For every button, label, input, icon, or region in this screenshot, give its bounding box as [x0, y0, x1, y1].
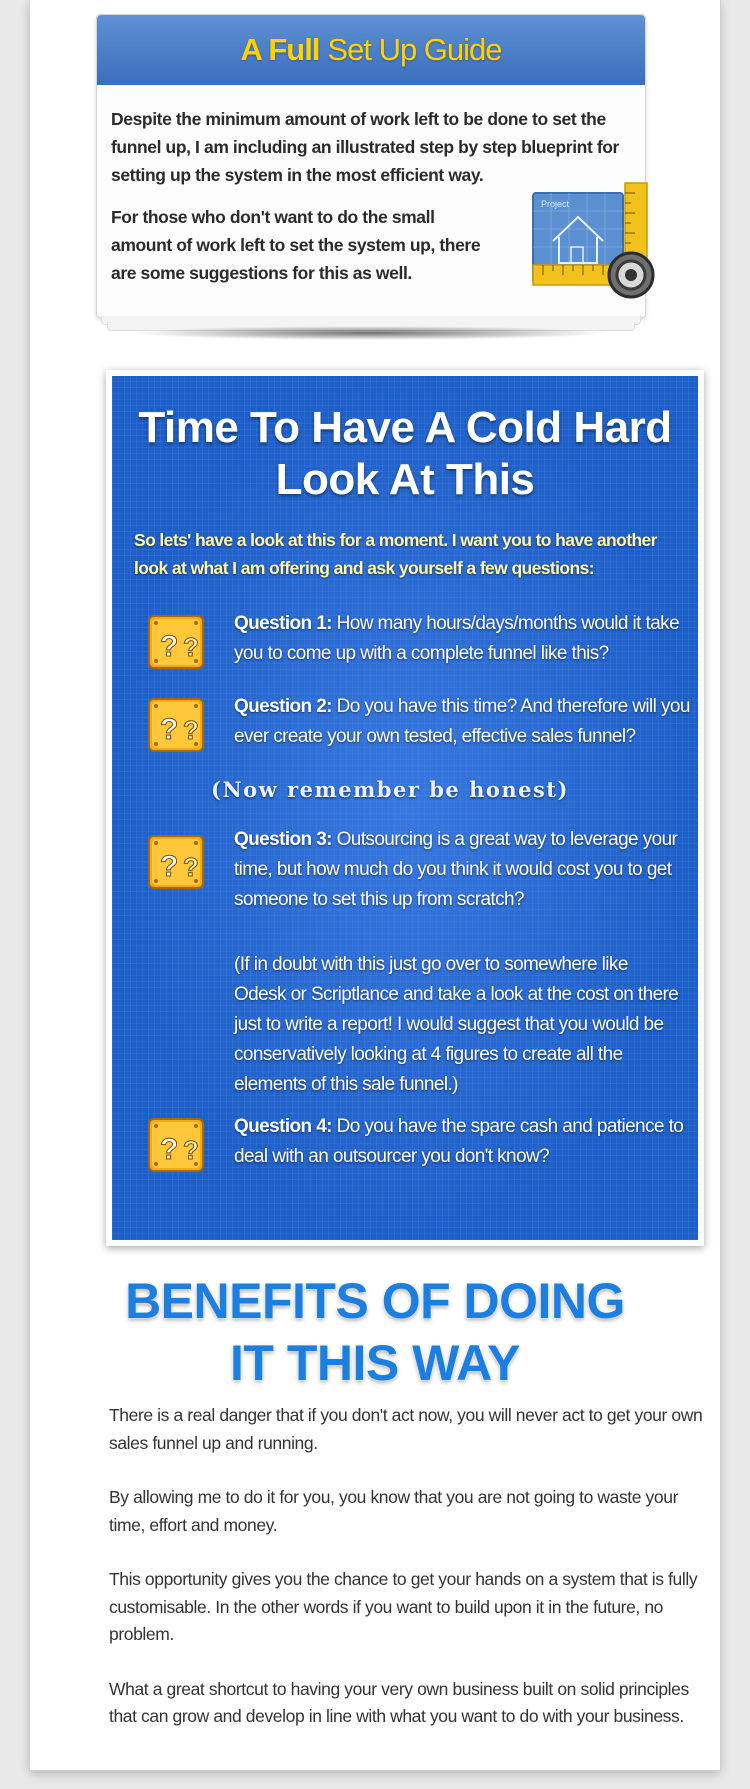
question-block-icon: [146, 833, 206, 891]
question-body-1: How many hours/days/months would it take you to come up with a complete funnel like this?: [234, 613, 680, 664]
setup-guide-card: [96, 14, 646, 318]
svg-text:?: ?: [183, 1135, 199, 1165]
question-label-3: Question 3:: [234, 829, 332, 850]
guide-paragraph-1: Despite the minimum amount of work left to be done to set the funnel up, I am including an illustrated step by step blueprint for setting up the system in the most efficient way.: [111, 109, 619, 185]
guide-title-rest: Set Up Guide: [327, 32, 502, 67]
benefits-paragraph-1: There is a real danger that if you don't act now, you will never act to get your own sales funnel up and running.: [109, 1405, 703, 1453]
questions-title-line-2: Look At This: [275, 455, 535, 504]
questions-title: [112, 402, 698, 506]
svg-text:?: ?: [183, 715, 199, 745]
card-drop-shadow: [130, 326, 610, 340]
blueprint-ruler-icon: [531, 181, 661, 303]
guide-title-bold: A Full: [240, 32, 320, 67]
questions-panel-inner: [112, 376, 698, 1240]
question-text-4: [234, 1112, 694, 1172]
question-block-icon: [146, 613, 206, 671]
honest-note: (Now remember be honest): [211, 777, 569, 802]
outsourcing-cost-note: (If in doubt with this just go over to somewhere like Odesk or Scriptlance and take a look at the cost on there just to write a report! I would suggest that you would be conservatively looking at 4 figures to create all the elements of this sale funnel.): [234, 954, 679, 1095]
question-label-2: Question 2:: [234, 696, 332, 717]
benefits-heading: [60, 1270, 690, 1394]
question-block-icon: [146, 1116, 206, 1174]
benefits-heading-line-2: IT THIS WAY: [230, 1335, 520, 1391]
svg-text:?: ?: [160, 630, 179, 663]
question-text-3: [234, 825, 694, 915]
benefits-paragraph-2: By allowing me to do it for you, you know that you are not going to waste your time, effort and money.: [109, 1487, 678, 1535]
svg-text:?: ?: [160, 1133, 179, 1166]
setup-guide-body: [97, 85, 645, 287]
question-text-2: [234, 692, 694, 752]
benefits-heading-line-1: BENEFITS OF DOING: [125, 1273, 625, 1329]
question-block-icon: [146, 696, 206, 754]
questions-panel: [106, 370, 704, 1246]
blueprint-label: Project: [541, 199, 570, 209]
benefits-body: [109, 1402, 709, 1758]
questions-intro: So lets' have a look at this for a moment. I want you to have another look at what I am offering and ask yourself a few questions:: [134, 530, 657, 578]
setup-guide-header: [97, 15, 645, 85]
question-body-2: Do you have this time? And therefore will you ever create your own tested, effective sales funnel?: [234, 696, 690, 747]
guide-paragraph-2: For those who don't want to do the small amount of work left to set the system up, there are some suggestions for this as well.: [111, 207, 481, 283]
question-body-3: Outsourcing is a great way to leverage your time, but how much do you think it would cost you to get someone to set this up from scratch?: [234, 829, 678, 910]
benefits-paragraph-3: This opportunity gives you the chance to get your hands on a system that is fully customisable. In the other words if you want to build upon it in the future, no problem.: [109, 1569, 698, 1644]
svg-text:?: ?: [160, 850, 179, 883]
question-label-1: Question 1:: [234, 613, 332, 634]
question-text-1: [234, 609, 694, 669]
svg-text:?: ?: [183, 632, 199, 662]
page-container: [30, 0, 720, 1770]
question-body-4: Do you have the spare cash and patience to deal with an outsourcer you don't know?: [234, 1116, 684, 1167]
svg-text:?: ?: [183, 852, 199, 882]
benefits-paragraph-4: What a great shortcut to having your very own business built on solid principles that can grow and develop in line with what you want to do with your business.: [109, 1678, 689, 1726]
questions-title-line-1: Time To Have A Cold Hard: [138, 403, 672, 452]
svg-text:?: ?: [160, 713, 179, 746]
question-label-4: Question 4:: [234, 1116, 332, 1137]
